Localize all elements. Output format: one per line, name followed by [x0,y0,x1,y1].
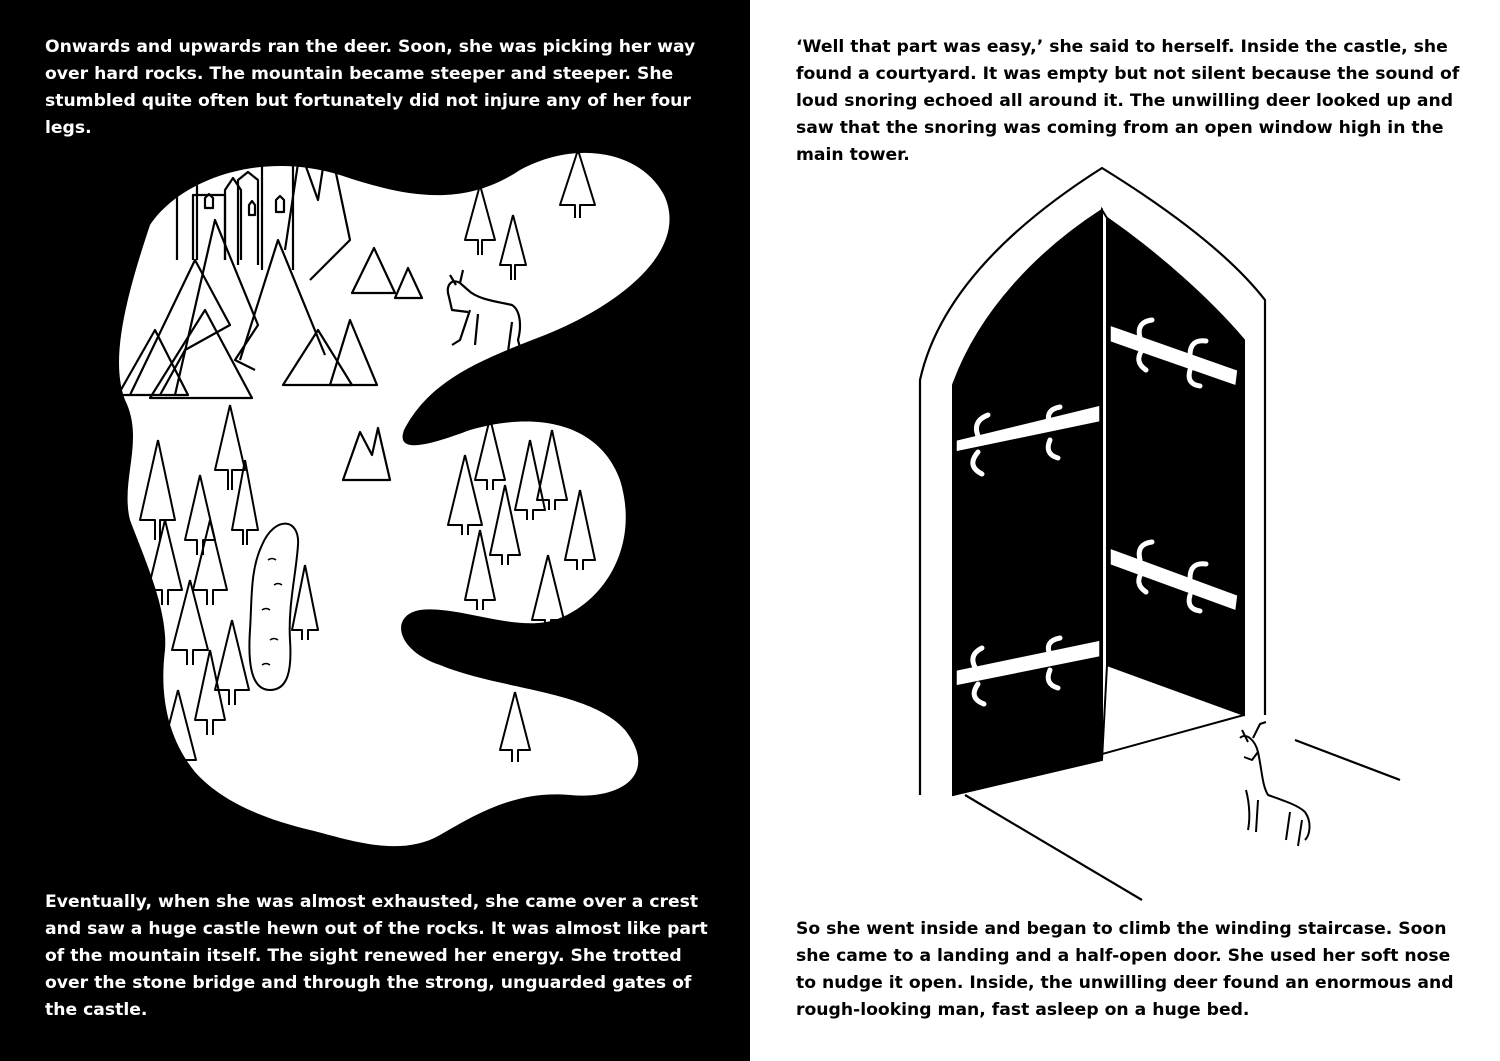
right-page [750,0,1500,1061]
left-paragraph-bottom: Eventually, when she was almost exhausted, she came over a crest and saw a huge castle hewn out of the rocks. It was almost like part of the mountain itself. The sight renewed her energy. She trotted over the stone bridge and through the strong, unguarded gates of the castle. [45,892,708,1020]
open-door-panel [1107,218,1244,715]
floor-line [965,795,1142,900]
doorway [953,210,1102,795]
map-landmass [119,153,670,846]
floor-line [1295,740,1400,780]
right-paragraph-bottom: So she went inside and began to climb the winding staircase. Soon she came to a landing and a half-open door. She used her soft nose to nudge it open. Inside, the unwilling deer found an enormous and rough-looking man, fast asleep on a huge bed. [796,919,1454,1020]
left-paragraph-top: Onwards and upwards ran the deer. Soon, she was picking her way over hard rocks. The mountain became steeper and steeper. She stumbled quite often but fortunately did not injure any of her four legs. [45,37,696,138]
castle-door-illustration [750,0,1500,1061]
door-gap [1102,210,1107,760]
right-paragraph-top: ‘Well that part was easy,’ she said to herself. Inside the castle, she found a courtyard. It was empty but not silent because the sound of loud snoring echoed all around it. The unwilling deer looked up and saw that the snoring was coming from an open window high in the main tower. [796,37,1460,165]
